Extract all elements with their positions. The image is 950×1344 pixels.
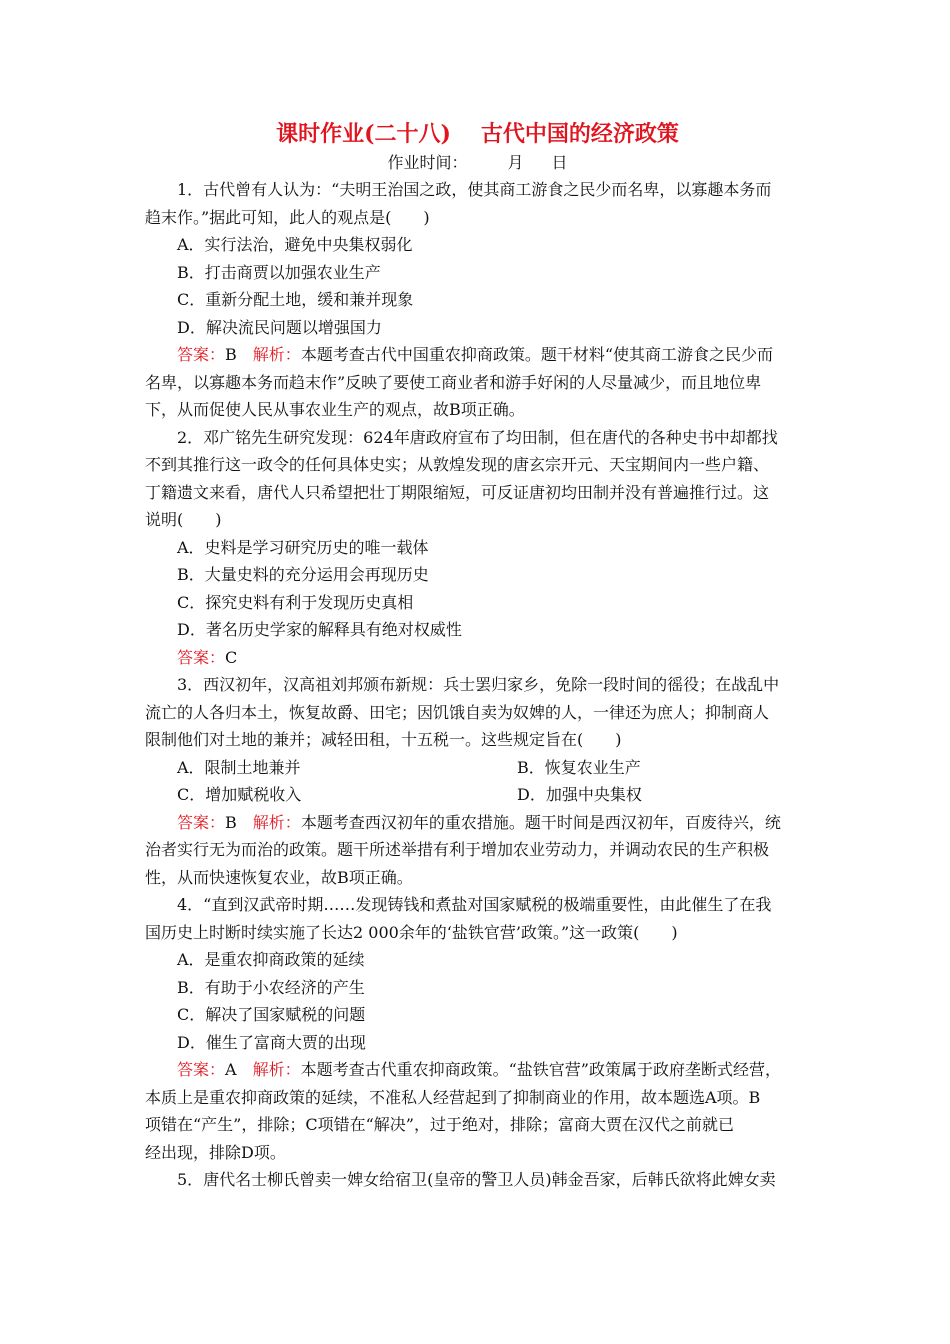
title-topic: 古代中国的经济政策 <box>480 121 679 147</box>
analysis-text: 本题考查西汉初年的重农措施。题干时间是西汉初年，百废待兴，统 <box>300 812 781 832</box>
option-c: C．增加赋税收入 <box>177 785 302 804</box>
option-c: C．探究史料有利于发现历史真相 <box>177 592 414 612</box>
analysis-label: 解析： <box>252 812 301 832</box>
option-b: B．恢复农业生产 <box>517 757 641 777</box>
answer-line <box>145 1056 810 1084</box>
answer-line <box>145 809 810 837</box>
analysis-line: 性，从而快速恢复农业，故B项正确。 <box>145 867 413 887</box>
answer-label: 答案： <box>177 1060 226 1079</box>
answer-line <box>145 341 810 369</box>
homework-time <box>145 150 810 176</box>
analysis-line: 下，从而促使人民从事农业生产的观点，故B项正确。 <box>145 400 525 419</box>
question-2 <box>145 424 810 672</box>
option-d: D．加强中央集权 <box>517 785 642 804</box>
analysis-line: 经出现，排除D项。 <box>145 1142 286 1162</box>
analysis-text: 本题考查古代重农抑商政策。“盐铁官营”政策属于政府垄断式经营， <box>300 1060 781 1079</box>
question-stem-line: 流亡的人各归本土，恢复故爵、田宅；因饥饿自卖为奴婢的人，一律还为庶人；抑制商人 <box>145 702 770 722</box>
homework-time-month: 月 <box>507 153 524 172</box>
question-4 <box>145 891 810 1166</box>
answer-label: 答案： <box>177 345 226 364</box>
option-d: D．催生了富商大贾的出现 <box>177 1032 366 1052</box>
analysis-line: 治者实行无为而治的政策。题干所述举措有利于增加农业劳动力，并调动农民的生产积极 <box>145 840 770 859</box>
option-row <box>145 754 810 782</box>
question-stem-line: 趋末作。”据此可知，此人的观点是( ) <box>145 207 430 227</box>
option-a: A．史料是学习研究历史的唯一载体 <box>177 537 429 557</box>
option-b: B．有助于小农经济的产生 <box>177 977 365 997</box>
analysis-label: 解析： <box>252 1060 301 1079</box>
question-stem-line: 不到其推行这一政令的任何具体史实；从敦煌发现的唐玄宗开元、天宝期间内一些户籍、 <box>145 455 770 474</box>
option-b: B．大量史料的充分运用会再现历史 <box>177 565 429 584</box>
option-c: C．重新分配土地，缓和兼并现象 <box>177 290 414 309</box>
question-stem-line: 限制他们对土地的兼并；减轻田租，十五税一。这些规定旨在( ) <box>145 730 622 749</box>
analysis-line: 项错在“产生”，排除；C项错在“解决”，过于绝对，排除；富商大贾在汉代之前就已 <box>145 1115 734 1134</box>
homework-time-label: 作业时间： <box>387 153 468 172</box>
option-row <box>145 781 810 809</box>
question-3 <box>145 671 810 891</box>
answer-label: 答案： <box>177 647 226 667</box>
analysis-line: 本质上是重农抑商政策的延续，不准私人经营起到了抑制商业的作用，故本题选A项。B <box>145 1087 761 1107</box>
answer-value: A <box>225 1060 237 1079</box>
page-title <box>145 118 810 150</box>
question-1 <box>145 176 810 424</box>
option-d: D．著名历史学家的解释具有绝对权威性 <box>177 620 462 639</box>
option-d: D．解决流民问题以增强国力 <box>177 317 382 337</box>
question-5 <box>145 1166 810 1194</box>
option-a: A．是重农抑商政策的延续 <box>177 950 365 969</box>
question-stem-line: 4．“直到汉武帝时期……发现铸钱和煮盐对国家赋税的极端重要性，由此催生了在我 <box>177 895 772 914</box>
answer-label: 答案： <box>177 812 226 832</box>
answer-value: C <box>225 647 238 667</box>
document-page <box>145 118 810 1194</box>
option-a: A．实行法治，避免中央集权弱化 <box>177 235 413 254</box>
analysis-label: 解析： <box>252 345 301 364</box>
question-stem-line: 1．古代曾有人认为：“夫明王治国之政，使其商工游食之民少而名卑，以寡趣本务而 <box>177 180 772 199</box>
answer-value: B <box>225 812 237 832</box>
option-a: A．限制土地兼并 <box>177 757 301 777</box>
option-c: C．解决了国家赋税的问题 <box>177 1005 366 1024</box>
option-b: B．打击商贾以加强农业生产 <box>177 262 381 282</box>
question-stem-line: 5．唐代名士柳氏曾卖一婢女给宿卫(皇帝的警卫人员)韩金吾家，后韩氏欲将此婢女卖 <box>177 1170 776 1189</box>
analysis-text: 本题考查古代中国重农抑商政策。题干材料“使其商工游食之民少而 <box>300 345 773 364</box>
answer-line <box>145 644 810 672</box>
question-stem-line: 国历史上时断时续实施了长达2 000余年的‘盐铁官营’政策。”这一政策( ) <box>145 922 678 942</box>
question-stem-line: 3．西汉初年，汉高祖刘邦颁布新规：兵士罢归家乡，免除一段时间的徭役；在战乱中 <box>177 675 780 694</box>
question-stem-line: 丁籍遗文来看，唐代人只希望把壮丁期限缩短，可反证唐初均田制并没有普遍推行过。这 <box>145 482 770 502</box>
question-stem-line: 说明( ) <box>145 510 222 529</box>
homework-time-day: 日 <box>551 153 568 172</box>
title-series: 课时作业(二十八) <box>276 121 451 147</box>
answer-value: B <box>225 345 237 364</box>
question-stem-line: 2．邓广铭先生研究发现：624年唐政府宣布了均田制，但在唐代的各种史书中却都找 <box>177 427 778 447</box>
analysis-line: 名卑，以寡趣本务而趋末作”反映了要使工商业者和游手好闲的人尽量减少，而且地位卑 <box>145 372 762 392</box>
